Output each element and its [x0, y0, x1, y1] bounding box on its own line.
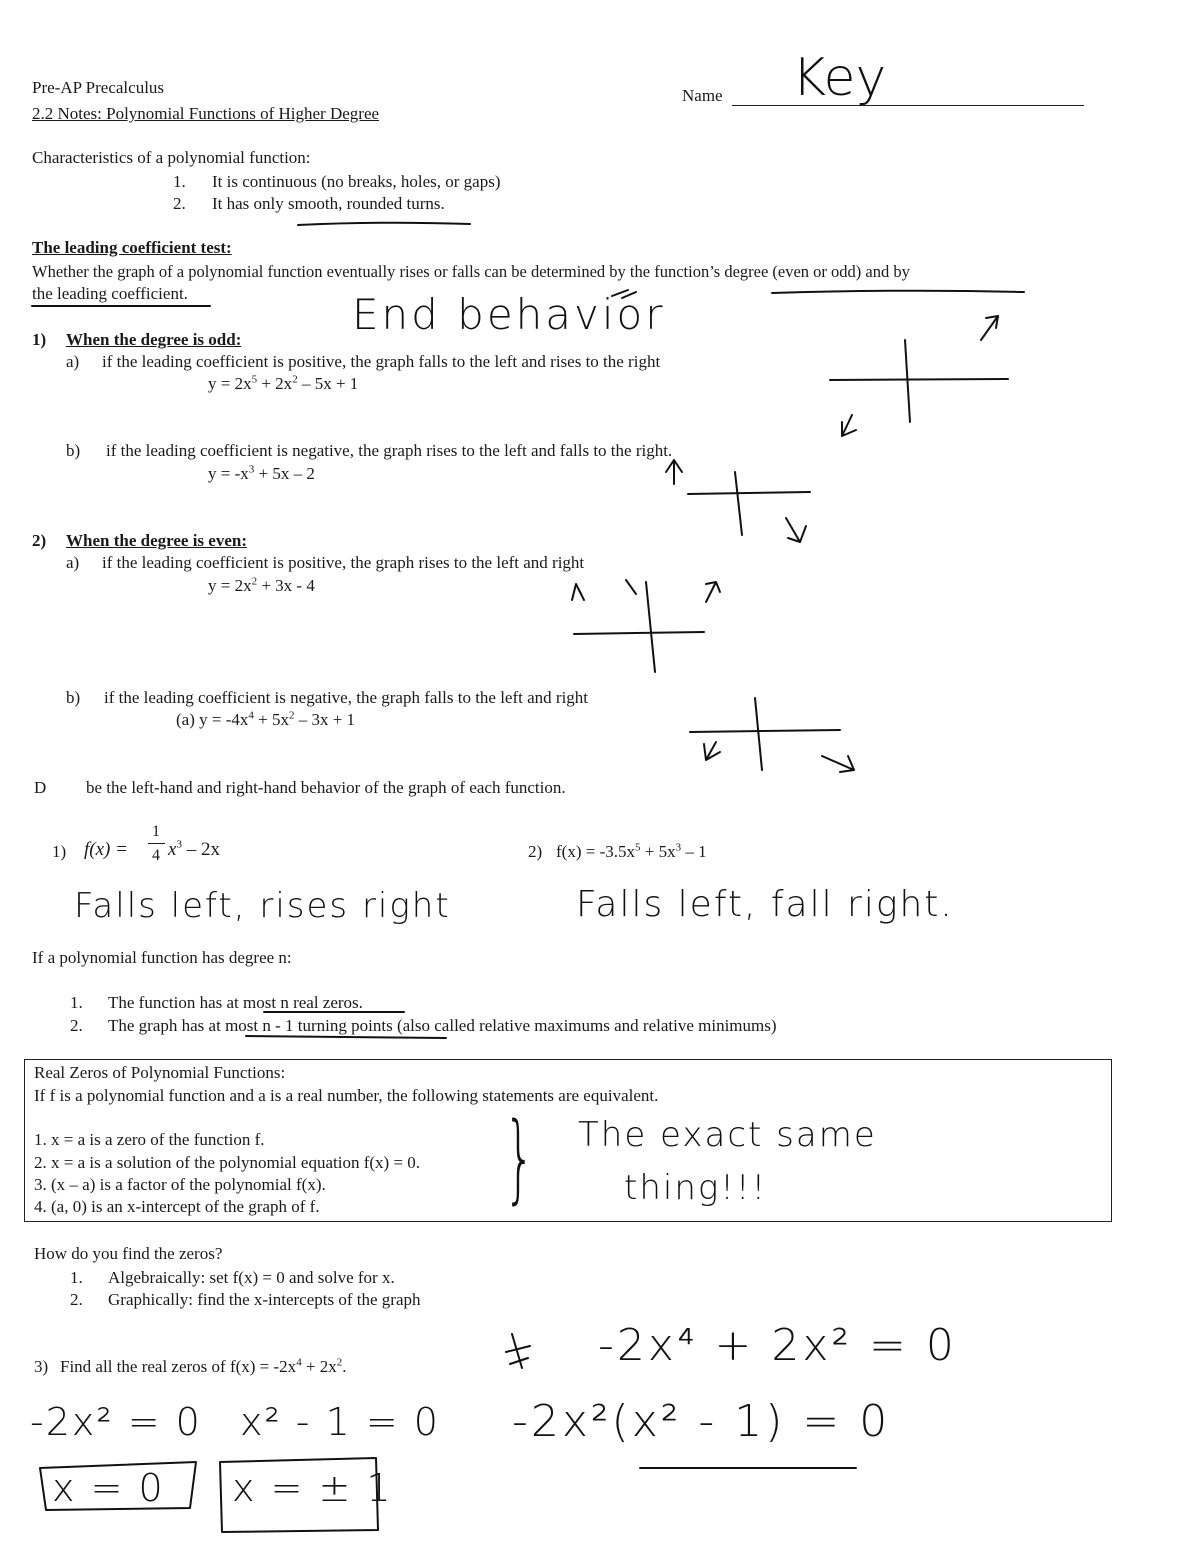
axis-even-negative-y: [755, 698, 762, 770]
real-zeros-item-1: 1. x = a is a zero of the function f.: [34, 1130, 265, 1149]
p2-answer: Falls left, fall right.: [576, 884, 954, 925]
find-zeros-text-1: Algebraically: set f(x) = 0 and solve for x.: [108, 1268, 395, 1287]
lesson-title: 2.2 Notes: Polynomial Functions of Higher Degree: [32, 104, 380, 123]
find-zeros-heading: How do you find the zeros?: [34, 1244, 223, 1263]
char-text-2: It has only smooth, rounded turns.: [212, 194, 445, 213]
even-a-equation: $y = 2x^2 + 3x - 4$: [208, 575, 315, 595]
axis-even-negative-x: [690, 730, 840, 732]
p1-fx: f(x) =: [84, 839, 128, 860]
lct-heading: The leading coefficient test:: [32, 238, 232, 257]
odd-a-equation: $y = 2x^5 + 2x^2 - 5x + 1$: [208, 373, 359, 393]
find-zeros-num-2: 2.: [70, 1290, 83, 1309]
degree-n-heading: If a polynomial function has degree n:: [32, 948, 292, 967]
tick-mark-3: [626, 580, 636, 594]
describe-text: be the left-hand and right-hand behavior of the graph of each function.: [86, 778, 566, 797]
arrow-down-left-4: [704, 742, 720, 760]
odd-heading: When the degree is odd:: [66, 330, 242, 349]
axis-even-positive-y: [646, 582, 655, 672]
problem3-work-4: x² - 1 = 0: [240, 1400, 440, 1444]
even-b-label: b): [66, 688, 81, 707]
lct-line-1: Whether the graph of a polynomial function eventually rises or falls can be determined by the function’s degree (even or odd) and by: [32, 262, 910, 281]
axis-odd-negative-y: [735, 472, 742, 535]
arrow-up-right-1: [981, 316, 998, 340]
name-label: Name: [682, 86, 723, 105]
name-value: Key: [792, 48, 887, 108]
char-num-2: 2.: [173, 194, 186, 213]
degree-n-text-2: The graph has at most n - 1 turning points (also called relative maximums and relative minimums): [108, 1016, 777, 1035]
p1-answer: Falls left, rises right: [74, 886, 451, 926]
problem3-work-2: -2x²(x² - 1) = 0: [512, 1396, 891, 1447]
problem3-text: Find all the real zeros of $f(x) = -2x^4 + 2x^2$.: [60, 1356, 347, 1376]
real-zeros-intro: If f is a polynomial function and a is a real number, the following statements are equivalent.: [34, 1086, 659, 1105]
degree-n-num-1: 1.: [70, 993, 83, 1012]
scribble-mark: [506, 1334, 530, 1368]
problem3-work-3: -2x² = 0: [30, 1400, 202, 1444]
even-num: 2): [32, 531, 47, 550]
odd-a-label: a): [66, 352, 80, 371]
course-title: Pre-AP Precalculus: [32, 78, 165, 97]
find-zeros-text-2: Graphically: find the x-intercepts of the graph: [108, 1290, 421, 1309]
arrow-up-left-2: [666, 460, 682, 484]
even-a-label: a): [66, 553, 80, 572]
p1-numerator: 1: [152, 823, 160, 840]
degree-n-text-1: The function has at most n real zeros.: [108, 993, 363, 1012]
find-zeros-num-1: 1.: [70, 1268, 83, 1287]
underline-smooth-turns: [298, 223, 470, 225]
p1-denominator: 4: [152, 847, 160, 864]
characteristics-heading: Characteristics of a polynomial function:: [32, 148, 311, 167]
arrow-down-right-2: [786, 518, 806, 542]
odd-b-text: if the leading coefficient is negative, the graph rises to the left and falls to the right.: [106, 441, 673, 460]
real-zeros-item-4: 4. (a, 0) is an x-intercept of the graph of f.: [34, 1197, 320, 1216]
axis-odd-positive-y: [905, 340, 910, 422]
axis-odd-negative-x: [688, 492, 810, 494]
char-num-1: 1.: [173, 172, 186, 191]
quote-marks: [612, 290, 636, 298]
odd-b-label: b): [66, 441, 81, 460]
arrow-down-right-4: [822, 756, 854, 772]
arrow-down-left-1: [842, 415, 856, 436]
real-zeros-note-2: thing!!!: [624, 1168, 768, 1208]
arrow-up-right-3: [706, 582, 720, 602]
arrow-up-left-3: [572, 584, 584, 600]
even-b-text: if the leading coefficient is negative, the graph falls to the left and right: [104, 688, 589, 707]
underline-turning-points: [246, 1036, 446, 1038]
end-behavior-note: End behavior: [352, 290, 666, 339]
real-zeros-item-3: 3. (x – a) is a factor of the polynomial f(x).: [34, 1175, 326, 1194]
degree-n-num-2: 2.: [70, 1016, 83, 1035]
even-b-equation: (a) $y = -4x^4 + 5x^2 - 3x + 1$: [176, 709, 356, 729]
lct-line-2: the leading coefficient.: [32, 284, 188, 303]
even-a-text: if the leading coefficient is positive, the graph rises to the left and right: [102, 553, 585, 572]
real-zeros-note-1: The exact same: [578, 1115, 877, 1155]
problem3-answer-1: x = 0: [52, 1466, 165, 1510]
problem3-answer-2: x = ± 1: [232, 1466, 393, 1510]
char-text-1: It is continuous (no breaks, holes, or gaps): [212, 172, 501, 191]
odd-a-text: if the leading coefficient is positive, the graph falls to the left and rises to the right: [102, 352, 661, 371]
p1-label: 1): [52, 842, 67, 861]
axis-even-positive-x: [574, 632, 704, 634]
answer-box-1: [40, 1462, 196, 1510]
curly-brace: }: [504, 1102, 535, 1214]
real-zeros-item-2: 2. x = a is a solution of the polynomial equation f(x) = 0.: [34, 1153, 421, 1172]
p1-rest: $x^3 - 2x$: [168, 838, 220, 860]
problem3-label: 3): [34, 1357, 49, 1376]
p2-label: 2): [528, 842, 543, 861]
problem3-work-1: -2x⁴ + 2x² = 0: [598, 1320, 957, 1371]
underline-degree: [772, 291, 1024, 293]
even-heading: When the degree is even:: [66, 531, 247, 550]
real-zeros-title: Real Zeros of Polynomial Functions:: [34, 1063, 286, 1082]
odd-b-equation: $y = -x^3 + 5x - 2$: [208, 463, 315, 483]
p2-equation: $f(x) = -3.5x^5 + 5x^3 - 1$: [556, 841, 707, 861]
axis-odd-positive-x: [830, 379, 1008, 380]
describe-d: D: [34, 778, 47, 797]
odd-num: 1): [32, 330, 47, 349]
answer-box-2: [220, 1458, 378, 1532]
